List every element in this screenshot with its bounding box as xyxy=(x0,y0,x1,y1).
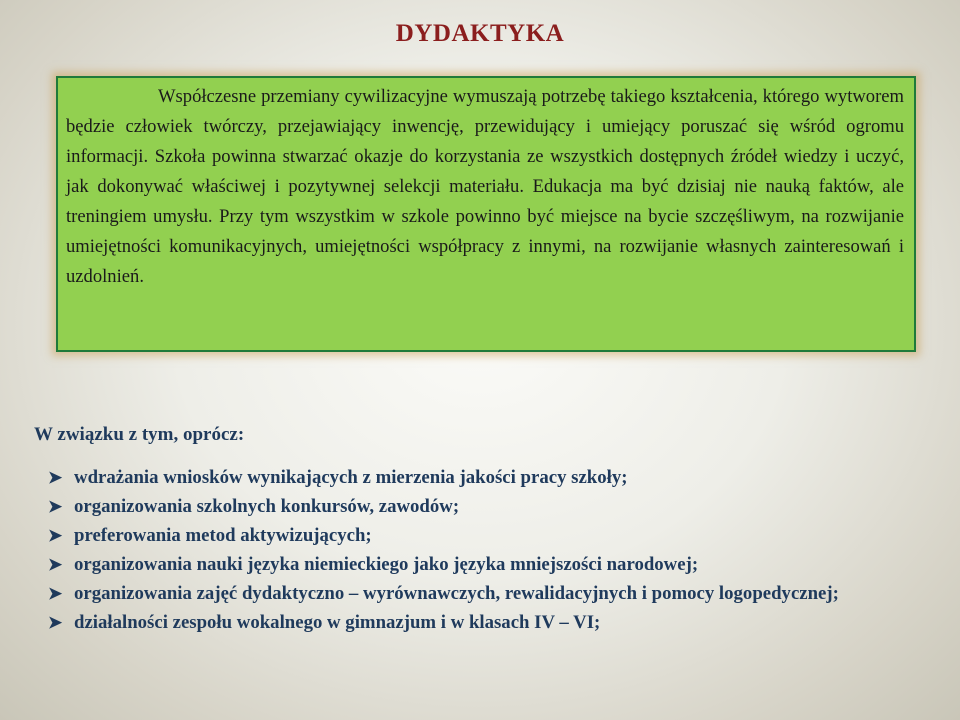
list-item-text: preferowania metod aktywizujących; xyxy=(74,525,372,546)
list-item xyxy=(48,463,928,492)
list-item-text: wdrażania wniosków wynikających z mierzenia jakości pracy szkoły; xyxy=(74,467,628,488)
list-item xyxy=(48,521,928,550)
list-item-text: organizowania szkolnych konkursów, zawodów; xyxy=(74,496,460,517)
arrowhead-bullet-icon: ➤ xyxy=(48,555,63,574)
arrowhead-bullet-icon: ➤ xyxy=(48,613,63,632)
list-item xyxy=(48,492,928,521)
arrowhead-bullet-icon: ➤ xyxy=(48,497,63,516)
list-subheading: W związku z tym, oprócz: xyxy=(34,424,245,445)
list-item xyxy=(48,579,928,608)
list-item xyxy=(48,550,928,579)
arrowhead-bullet-icon: ➤ xyxy=(48,584,63,603)
intro-text-box xyxy=(56,76,916,352)
list-item-text: działalności zespołu wokalnego w gimnazjum i w klasach IV – VI; xyxy=(74,612,601,633)
list-item xyxy=(48,608,928,637)
list-item-text: organizowania nauki języka niemieckiego jako języka mniejszości narodowej; xyxy=(74,554,699,575)
activities-list xyxy=(48,463,928,637)
intro-paragraph: Współczesne przemiany cywilizacyjne wymuszają potrzebę takiego kształcenia, którego wytworem będzie człowiek twórczy, przejawiający inwencję, przewidujący i umiejący poruszać się wśród ogromu informacji. Szkoła powinna stwarzać okazje do korzystania ze wszystkich dostępnych źródeł wiedzy i uczyć, jak dokonywać właściwej i pozytywnej selekcji materiału. Edukacja ma być dzisiaj nie nauką faktów, ale treningiem umysłu. Przy tym wszystkim w szkole powinno być miejsce na bycie szczęśliwym, na rozwijanie umiejętności komunikacyjnych, umiejętności współpracy z innymi, na rozwijanie własnych zainteresowań i uzdolnień. xyxy=(66,86,904,287)
arrowhead-bullet-icon: ➤ xyxy=(48,468,63,487)
list-item-text: organizowania zajęć dydaktyczno – wyrównawczych, rewalidacyjnych i pomocy logopedycznej; xyxy=(74,583,839,604)
slide-title: DYDAKTYKA xyxy=(395,20,565,47)
arrowhead-bullet-icon: ➤ xyxy=(48,526,63,545)
